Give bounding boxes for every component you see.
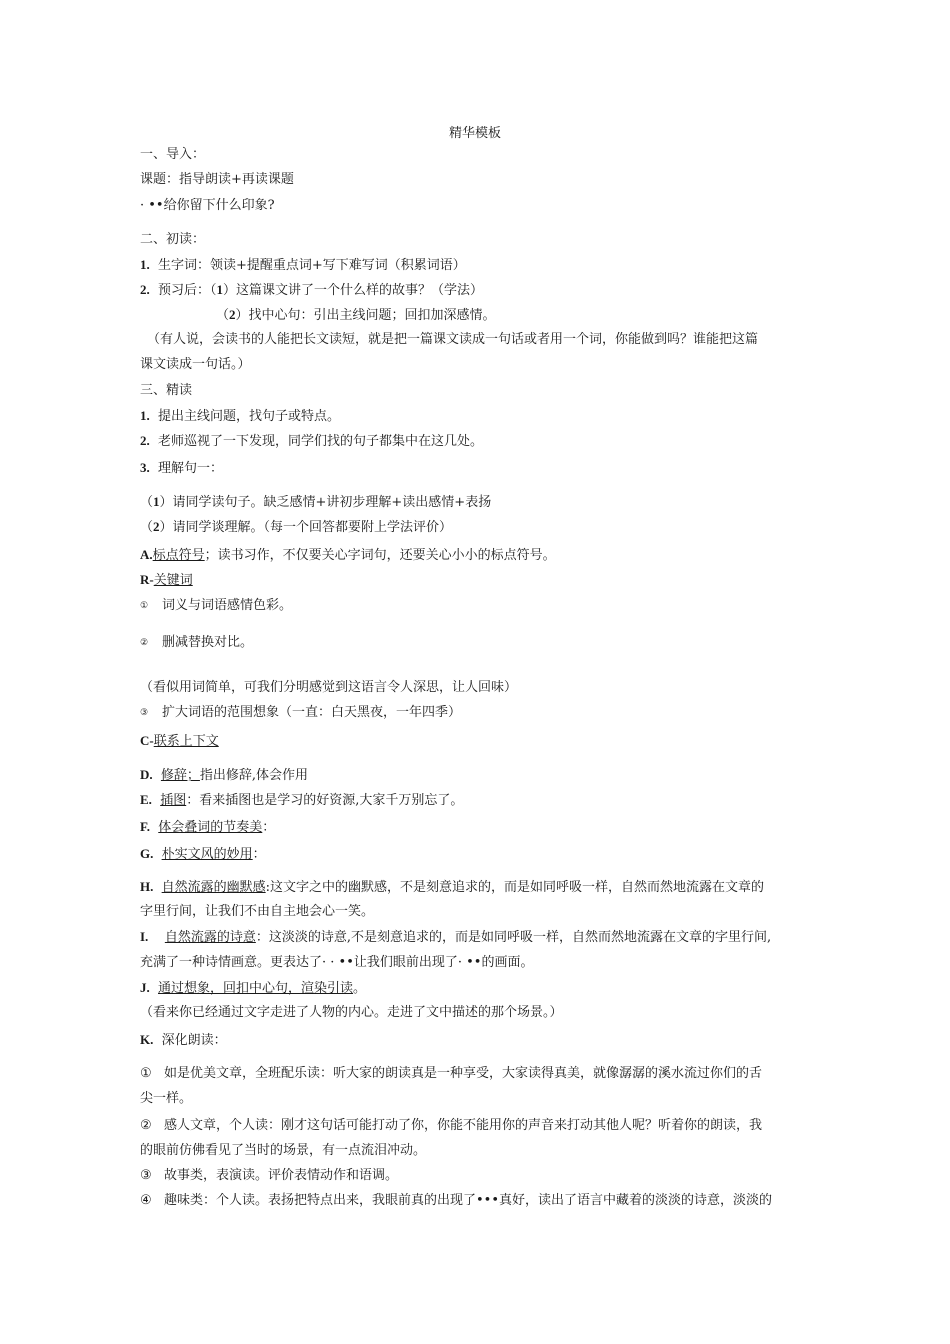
method-c [140, 733, 219, 750]
list-item [140, 635, 253, 651]
method-j [140, 980, 366, 997]
item-number: 1. [140, 408, 150, 423]
item-label: R- [140, 572, 154, 587]
method-d [140, 767, 308, 784]
list-item [140, 1193, 772, 1209]
item-label: A. [140, 547, 153, 562]
item-label: H. [140, 879, 154, 894]
note-line: （有人说，会读书的人能把长文读短，就是把一篇课文读成一句话或者用一个词，你能做到吗？谁能把这篇 [147, 332, 759, 347]
item-text: 指出修辞,体会作用 [199, 768, 309, 783]
list-item [140, 257, 466, 274]
item-number: 2. [140, 282, 150, 297]
item-label: I. [140, 929, 149, 944]
item-keyword: 自然流露的幽默感 [161, 880, 266, 895]
list-item [140, 1168, 398, 1184]
list-item: （1）请同学读句子。缺乏感情+讲初步理解+读出感情+表扬 [140, 494, 492, 510]
list-item [140, 433, 483, 450]
sub-number: 2 [229, 307, 236, 322]
text-line: 课题：指导朗读+再读课题 [140, 172, 294, 187]
note-line: （看似用词简单，可我们分明感觉到这语言令人深思，让人回味） [140, 680, 518, 695]
item-text: 预习后：（ [158, 283, 217, 298]
text-line: 字里行间，让我们不由自主地会心一笑。 [140, 904, 375, 919]
method-k [140, 1032, 227, 1049]
sub-number: 1 [153, 494, 160, 509]
method-b [140, 572, 193, 589]
text-line: 的眼前仿佛看见了当时的场景，有一点流泪冲动。 [140, 1143, 427, 1158]
item-text: 。 [353, 981, 367, 996]
item-keyword: 关键词 [153, 573, 193, 588]
item-keyword: 修辞； [160, 768, 200, 783]
item-text: 扩大词语的范围想象（一直：白天黑夜，一年四季） [162, 705, 462, 720]
item-text: 提出主线问题，找句子或特点。 [158, 409, 341, 424]
item-text: 趣味类：个人读。表扬把特点出来，我眼前真的出现了•••真好，读出了语言中藏着的淡淡的诗意，淡淡的 [164, 1193, 773, 1208]
item-label: D. [140, 767, 153, 782]
circled-number: ④ [140, 1193, 152, 1208]
item-number: 3. [140, 460, 150, 475]
list-item [140, 408, 340, 425]
section-2-heading: 二、初读： [140, 232, 206, 247]
text-line: 充满了一种诗情画意。更表达了· · ••让我们眼前出现了· ••的画面。 [140, 955, 534, 970]
list-item [140, 460, 223, 477]
method-a [140, 547, 556, 564]
sub-number: 1 [216, 282, 224, 297]
item-keyword: 体会叠词的节奏美 [158, 820, 263, 835]
item-text: 老师巡视了一下发现，同学们找的句子都集中在这几处。 [158, 434, 484, 449]
list-item: （2）请同学谈理解。（每一个回答都要附上学法评价） [140, 519, 453, 535]
item-number: 2. [140, 433, 150, 448]
item-label: K. [140, 1032, 154, 1047]
item-text: 词义与词语感情色彩。 [162, 598, 293, 613]
note-line: 课文读成一句话。） [140, 357, 251, 372]
item-label: C- [140, 733, 154, 748]
item-text: ）请同学读句子。缺乏感情+讲初步理解+读出感情+表扬 [159, 495, 492, 510]
list-item [216, 307, 496, 324]
note-line: （看来你已经通过文字走进了人物的内心。走进了文中描述的那个场景。） [140, 1005, 563, 1020]
item-text: ： [252, 847, 266, 862]
item-label: F. [140, 819, 150, 834]
circled-number: ③ [140, 708, 149, 718]
method-h [140, 879, 764, 896]
item-keyword: 自然流露的诗意 [164, 930, 256, 945]
text-line: 尖一样。 [140, 1091, 193, 1106]
circled-number: ② [140, 1118, 152, 1133]
circled-number: ③ [140, 1168, 152, 1183]
method-e [140, 792, 463, 809]
list-item [140, 598, 292, 614]
sub-number: 2 [153, 519, 160, 534]
method-i [140, 929, 771, 946]
item-label: G. [140, 846, 154, 861]
item-text: 如是优美文章，全班配乐读：听大家的朗读真是一种享受，大家读得真美，就像潺潺的溪水流过你们的舌 [164, 1066, 763, 1081]
item-text: ）这篇课文讲了一个什么样的故事？（学法） [223, 283, 484, 298]
list-item [140, 1118, 762, 1134]
item-keyword: 插图 [160, 793, 187, 808]
list-item [140, 282, 483, 299]
item-keyword: 联系上下文 [153, 734, 219, 749]
method-g [140, 846, 266, 863]
circled-number: ① [140, 601, 149, 611]
circled-number: ① [140, 1066, 152, 1081]
item-text: ：看来插图也是学习的好资源,大家千万别忘了。 [186, 793, 464, 808]
circled-number: ② [140, 638, 149, 648]
item-text: 感人文章，个人读：刚才这句话可能打动了你，你能不能用你的声音来打动其他人呢？听着你的朗读，我 [164, 1118, 763, 1133]
item-text: 删减替换对比。 [162, 635, 254, 650]
method-f [140, 819, 275, 836]
item-text: 生字词：领读+提醒重点词+写下难写词（积累词语） [158, 258, 466, 273]
item-keyword: 朴实文风的妙用 [161, 847, 253, 862]
item-number: 1. [140, 257, 150, 272]
section-3-heading: 三、精读 [140, 383, 193, 398]
list-item [140, 705, 461, 721]
item-keyword: 通过想象，回扣中心句，渲染引读 [158, 981, 354, 996]
item-text: ；读书习作，不仅要关心字词句，还要关心小小的标点符号。 [204, 548, 556, 563]
item-keyword: 标点符号 [152, 548, 205, 563]
item-text: ）请同学谈理解。（每一个回答都要附上学法评价） [159, 520, 453, 535]
item-text: ）找中心句：引出主线问题；回扣加深感情。 [235, 308, 496, 323]
list-item [140, 1066, 762, 1082]
item-text: 理解句一： [158, 461, 224, 476]
item-text: ：这淡淡的诗意,不是刻意追求的，而是如同呼吸一样，自然而然地流露在文章的字里行间, [255, 930, 772, 945]
item-text: 故事类，表演读。评价表情动作和语调。 [164, 1168, 399, 1183]
item-text: （ [216, 308, 230, 323]
item-text: :这文字之中的幽默感，不是刻意追求的，而是如同呼吸一样，自然而然地流露在文章的 [265, 880, 765, 895]
item-label: J. [140, 980, 150, 995]
item-text: ： [262, 820, 276, 835]
text-line: · ••给你留下什么印象? [140, 198, 275, 213]
item-text: 深化朗读： [161, 1033, 227, 1048]
section-1-heading: 一、导入： [140, 147, 206, 162]
item-label: E. [140, 792, 152, 807]
page-title: 精华模板 [448, 126, 501, 141]
